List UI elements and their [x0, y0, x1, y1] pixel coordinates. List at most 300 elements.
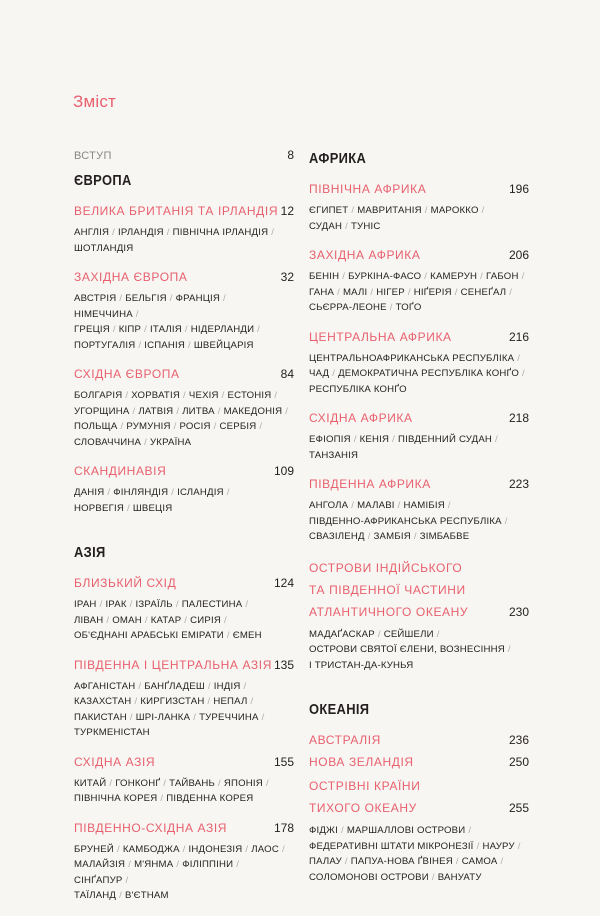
country-line [74, 501, 294, 517]
slash-separator: / [193, 711, 197, 723]
toc-entry-header [74, 268, 294, 287]
country-line [74, 857, 294, 888]
toc-entry[interactable] [309, 246, 529, 316]
country-line [309, 432, 529, 463]
slash-separator: / [504, 515, 508, 527]
slash-separator: / [480, 271, 484, 282]
country-name: ШВЕЙЦАРІЯ [193, 339, 254, 351]
slash-separator: / [109, 777, 113, 789]
slash-separator: / [468, 825, 472, 836]
country-name: РУМУНІЯ [126, 421, 171, 432]
slash-separator: / [188, 339, 191, 351]
page-number: 124 [273, 576, 294, 590]
toc-entry[interactable] [309, 731, 529, 750]
subregion-title-line: АТЛАНТИЧНОГО ОКЕАНУ [309, 604, 469, 619]
subregion-title: ЗАХІДНА ЄВРОПА [74, 270, 188, 284]
country-line [74, 613, 294, 629]
slash-separator: / [342, 271, 346, 282]
country-name: ТУРКМЕНІСТАН [74, 727, 150, 738]
country-name: ОБ'ЄДНАНІ АРАБСЬКІ ЕМІРАТИ [74, 630, 224, 641]
slash-separator: / [351, 205, 355, 216]
country-name: ЛИТВА [182, 405, 215, 417]
slash-separator: / [500, 856, 504, 867]
country-list [309, 351, 529, 398]
subregion-title: СХІДНА АЗІЯ [74, 754, 156, 769]
slash-separator: / [413, 531, 417, 542]
country-line [309, 382, 529, 398]
subregion-title: ЗАХІДНА АФРИКА [309, 248, 421, 262]
country-list [74, 679, 294, 741]
country-name: ЕФІОПІЯ [309, 434, 351, 445]
country-name: ФІДЖІ [309, 825, 338, 836]
slash-separator: / [507, 644, 511, 655]
country-name: НІГЕР [376, 286, 405, 298]
country-line [309, 351, 529, 367]
country-name: ШВЕЦІЯ [132, 502, 173, 514]
page-number: 12 [280, 204, 294, 218]
country-name: ІТАЛІЯ [150, 324, 182, 335]
subregion-title-line: ТА ПІВДЕННОЇ ЧАСТИНИ [309, 582, 466, 597]
slash-separator: / [389, 302, 393, 313]
country-name: ПІВДЕННА КОРЕЯ [166, 793, 254, 804]
country-name: СЕНЕҐАЛ [460, 286, 507, 298]
country-name: СИРІЯ [190, 614, 221, 626]
slash-separator: / [207, 696, 211, 707]
slash-separator: / [129, 711, 133, 723]
toc-entry[interactable] [74, 574, 294, 644]
country-name: ІНДІЯ [213, 680, 241, 692]
toc-entry-header [309, 328, 529, 347]
country-name: ТУНІС [350, 220, 381, 232]
country-name: НАМІБІЯ [403, 500, 445, 511]
country-name: ДЕМОКРАТИЧНА РЕСПУБЛІКА КОНҐО [338, 368, 520, 379]
subregion-title: ПІВДЕННА АФРИКА [309, 477, 431, 491]
country-line [74, 725, 294, 741]
country-name: МАКЕДОНІЯ [223, 405, 283, 417]
country-name: БРУНЕЙ [74, 843, 115, 855]
slash-separator: / [176, 859, 180, 870]
slash-separator: / [337, 286, 340, 298]
country-name: СЬЄРРА-ЛЕОНЕ [309, 302, 387, 313]
country-name: ЧЕХІЯ [188, 390, 219, 401]
slash-separator: / [128, 859, 132, 870]
country-line [74, 241, 294, 257]
country-name: ВАНУАТУ [437, 871, 482, 883]
country-line [74, 388, 294, 404]
country-line [309, 854, 529, 870]
slash-separator: / [431, 871, 435, 883]
country-name: ДАНІЯ [74, 487, 105, 498]
toc-entry[interactable] [74, 462, 294, 516]
country-line [309, 219, 529, 235]
country-line [74, 485, 294, 501]
country-name: ПАЛАУ [309, 856, 342, 867]
slash-separator: / [265, 777, 269, 789]
toc-entry[interactable] [74, 656, 294, 741]
country-line [74, 628, 294, 644]
slash-separator: / [236, 859, 240, 870]
country-line [309, 203, 529, 219]
subregion-title: АВСТРАЛІЯ [309, 733, 381, 747]
slash-separator: / [173, 421, 177, 432]
toc-entry-header [74, 574, 294, 593]
slash-separator: / [340, 825, 344, 836]
subregion-title-line: ОСТРІВНІ КРАЇНИ [309, 779, 421, 793]
slash-separator: / [345, 220, 348, 232]
region-spacer [74, 528, 294, 544]
country-name: ТОҐО [395, 302, 422, 313]
country-line [309, 300, 529, 316]
country-name: ТАНЗАНІЯ [309, 449, 359, 461]
country-name: НІДЕРЛАНДИ [190, 324, 255, 335]
toc-entry[interactable] [309, 409, 529, 463]
country-line [309, 514, 529, 530]
country-name: ОМАН [112, 614, 142, 626]
country-name: ГАБОН [486, 271, 519, 282]
page-title: Зміст [73, 92, 117, 111]
country-name: ГРЕЦІЯ [74, 324, 110, 335]
toc-entry[interactable] [74, 268, 294, 353]
country-name: ЗІМБАБВЕ [419, 531, 470, 542]
subregion-title: БЛИЗЬКИЙ СХІД [74, 576, 177, 590]
country-name: ЯПОНІЯ [223, 777, 263, 789]
country-name: ЄМЕН [232, 630, 262, 641]
region-heading: ОКЕАНІЯ [309, 701, 370, 718]
slash-separator: / [517, 352, 521, 364]
country-name: ОСТРОВИ СВЯТОЇ ЄЛЕНИ, ВОЗНЕСІННЯ [309, 644, 505, 655]
slash-separator: / [226, 630, 230, 641]
toc-entry[interactable] [309, 753, 529, 772]
subregion-title: ЦЕНТРАЛЬНА АФРИКА [309, 329, 452, 344]
slash-separator: / [476, 840, 480, 852]
country-name: ФЕДЕРАТИВНІ ШТАТИ МІКРОНЕЗІЇ [309, 840, 474, 852]
country-line [74, 842, 294, 858]
slash-separator: / [218, 777, 221, 789]
country-name: УГОРЩИНА [74, 405, 130, 417]
country-name: МАДАҐАСКАР [309, 628, 375, 640]
slash-separator: / [407, 286, 411, 298]
toc-entry-header [74, 365, 294, 384]
page-number: 196 [508, 182, 529, 196]
toc-entry-header [74, 753, 294, 772]
page-number: 155 [273, 754, 294, 769]
slash-separator: / [245, 599, 249, 610]
country-name: ПІВНІЧНА КОРЕЯ [74, 793, 158, 804]
country-name: ТУРЕЧЧИНА [199, 711, 259, 723]
toc-entry[interactable] [74, 753, 294, 807]
country-name: КАМБОДЖА [122, 843, 180, 855]
slash-separator: / [126, 502, 130, 514]
country-name: РОСІЯ [179, 421, 211, 432]
slash-separator: / [175, 599, 179, 610]
slash-separator: / [261, 711, 265, 723]
slash-separator: / [522, 368, 525, 379]
country-line [74, 322, 294, 338]
country-line [309, 870, 529, 886]
slash-separator: / [135, 308, 139, 320]
country-name: СЕРБІЯ [219, 421, 257, 432]
slash-separator: / [245, 843, 249, 855]
toc-entry-header [309, 731, 529, 750]
country-name: БУРКІНА-ФАСО [348, 271, 422, 282]
country-list [309, 498, 529, 545]
subregion-title: ПІВДЕННА І ЦЕНТРАЛЬНА АЗІЯ [74, 657, 272, 672]
country-list [309, 203, 529, 234]
country-name: КІПР [118, 324, 142, 335]
toc-entry[interactable] [309, 775, 529, 885]
country-name: ІРЛАНДІЯ [117, 227, 164, 238]
slash-separator: / [144, 324, 147, 335]
slash-separator: / [134, 696, 138, 707]
toc-entry[interactable] [309, 475, 529, 545]
country-line [74, 291, 294, 322]
country-name: ТАЇЛАНД [74, 890, 117, 901]
slash-separator: / [120, 421, 124, 432]
slash-separator: / [119, 890, 123, 901]
page-number: 223 [508, 477, 529, 491]
country-line [74, 419, 294, 435]
slash-separator: / [344, 856, 348, 867]
slash-separator: / [285, 405, 289, 417]
country-name: ГОНКОНҐ [115, 777, 161, 789]
page-number: 109 [273, 464, 294, 478]
country-name: ІРАН [74, 599, 97, 610]
slash-separator: / [138, 339, 142, 351]
country-name: КАМЕРУН [430, 271, 478, 282]
country-name: АФГАНІСТАН [74, 680, 136, 692]
country-name: ПАКИСТАН [74, 711, 127, 723]
country-name: ЛАОС [251, 843, 279, 855]
country-name: ЗАМБІЯ [373, 531, 411, 542]
country-name: ХОРВАТІЯ [131, 390, 180, 401]
country-line [74, 338, 294, 354]
country-name: СОЛОМОНОВІ ОСТРОВИ [309, 871, 429, 883]
country-name: ЕСТОНІЯ [227, 390, 272, 401]
country-name: ПОЛЬЩА [74, 421, 118, 432]
toc-entry[interactable] [309, 557, 529, 674]
slash-separator: / [481, 205, 485, 216]
country-name: СІНҐАПУР [74, 874, 123, 886]
country-name: СЕЙШЕЛИ [383, 628, 434, 640]
country-name: ПІВДЕННО-АФРИКАНСЬКА РЕСПУБЛІКА [309, 515, 502, 527]
slash-separator: / [455, 856, 459, 867]
country-list [309, 823, 529, 885]
toc-entry-header [74, 462, 294, 481]
toc-entry-intro[interactable] [74, 148, 294, 162]
slash-separator: / [171, 487, 175, 498]
subregion-title: ПІВНІЧНА АФРИКА [309, 182, 427, 196]
country-name: БЕЛЬГІЯ [125, 293, 167, 304]
country-line [74, 435, 294, 451]
slash-separator: / [424, 271, 428, 282]
country-line [74, 710, 294, 726]
country-name: ТАЙВАНЬ [169, 777, 216, 789]
slash-separator: / [184, 614, 188, 626]
slash-separator: / [125, 874, 129, 886]
country-name: КАТАР [150, 614, 182, 626]
country-name: НІМЕЧЧИНА [74, 308, 133, 320]
country-name: ЛАТВІЯ [138, 405, 174, 417]
country-line [74, 679, 294, 695]
country-name: ІЗРАЇЛЬ [135, 599, 173, 610]
country-name: ЄГИПЕТ [309, 205, 349, 216]
slash-separator: / [367, 531, 371, 542]
country-name: КИТАЙ [74, 777, 107, 789]
page-number: 32 [280, 270, 294, 284]
slash-separator: / [138, 680, 142, 692]
toc-entry[interactable] [309, 328, 529, 398]
subregion-title-line: ТИХОГО ОКЕАНУ [309, 801, 417, 815]
slash-separator: / [182, 843, 186, 855]
country-line [309, 627, 529, 643]
slash-separator: / [250, 696, 254, 707]
slash-separator: / [517, 840, 521, 852]
country-name: ФІЛІППІНИ [182, 859, 234, 870]
page-number: 218 [508, 411, 529, 425]
toc-entry-header [74, 656, 294, 675]
country-name: І ТРИСТАН-ДА-КУНЬЯ [309, 659, 414, 671]
page-number: 255 [508, 801, 529, 815]
slash-separator: / [112, 227, 115, 238]
slash-separator: / [257, 324, 261, 335]
page-number: 135 [273, 657, 294, 672]
country-name: БОЛГАРІЯ [74, 390, 123, 401]
country-name: ШРІ-ЛАНКА [135, 711, 191, 723]
toc-entry[interactable] [74, 819, 294, 904]
slash-separator: / [106, 614, 110, 626]
toc-left-column [74, 172, 294, 916]
slash-separator: / [495, 434, 498, 445]
country-name: БАНҐЛАДЕШ [144, 680, 205, 692]
page-number: 236 [508, 733, 529, 747]
country-list [309, 627, 529, 674]
slash-separator: / [392, 434, 395, 445]
slash-separator: / [132, 405, 136, 417]
country-line [74, 404, 294, 420]
region-heading: АЗІЯ [74, 544, 106, 561]
country-name: АНГЛІЯ [74, 227, 110, 238]
country-name: ЧАД [309, 368, 330, 379]
country-line [74, 776, 294, 792]
country-name: ІНДОНЕЗІЯ [188, 843, 243, 855]
country-name: АНГОЛА [309, 500, 349, 511]
country-name: МАЛАЙЗІЯ [74, 859, 126, 870]
slash-separator: / [377, 628, 381, 640]
slash-separator: / [332, 368, 336, 379]
slash-separator: / [397, 500, 401, 511]
country-list [74, 291, 294, 353]
page-number: 230 [508, 604, 529, 619]
toc-entry-title-block [309, 557, 529, 623]
country-name: МАВРИТАНІЯ [357, 205, 422, 216]
slash-separator: / [447, 500, 451, 511]
slash-separator: / [274, 390, 278, 401]
country-name: СВАЗІЛЕНД [309, 531, 365, 542]
country-line [74, 694, 294, 710]
country-line [74, 888, 294, 904]
country-line [309, 839, 529, 855]
slash-separator: / [213, 421, 217, 432]
page-number: 178 [273, 820, 294, 835]
slash-separator: / [144, 436, 147, 448]
toc-entry-header [309, 753, 529, 772]
slash-separator: / [217, 405, 221, 417]
page-number: 250 [508, 755, 529, 769]
country-line [309, 366, 529, 382]
country-name: НЕПАЛ [213, 696, 248, 707]
country-name: КИРГИЗСТАН [140, 696, 205, 707]
country-name: МАРШАЛЛОВІ ОСТРОВИ [346, 825, 466, 836]
country-name: ПАЛЕСТИНА [181, 599, 243, 610]
country-line [74, 597, 294, 613]
page-number: 84 [280, 367, 294, 381]
country-line [309, 658, 529, 674]
region-spacer [309, 685, 529, 701]
subregion-title: СХІДНА АФРИКА [309, 411, 413, 425]
country-name: ІСПАНІЯ [144, 339, 186, 351]
country-line [309, 269, 529, 285]
slash-separator: / [144, 614, 148, 626]
subregion-title: ПІВДЕННО-СХІДНА АЗІЯ [74, 820, 228, 835]
page-number: 206 [508, 248, 529, 262]
slash-separator: / [436, 628, 440, 640]
country-name: РЕСПУБЛІКА КОНҐО [309, 383, 407, 395]
country-list [74, 776, 294, 807]
country-list [74, 485, 294, 516]
slash-separator: / [224, 614, 227, 626]
country-name: БЕНІН [309, 271, 340, 282]
country-name: ФРАНЦІЯ [175, 293, 221, 304]
toc-entry[interactable] [309, 180, 529, 234]
country-name: НІҐЕРІЯ [413, 286, 452, 298]
toc-entry-header [309, 601, 529, 623]
toc-entry-header [74, 819, 294, 838]
slash-separator: / [351, 500, 355, 511]
country-list [309, 432, 529, 463]
country-name: СУДАН [309, 220, 343, 232]
slash-separator: / [259, 421, 263, 432]
slash-separator: / [353, 434, 357, 445]
country-name: ПОРТУГАЛІЯ [74, 339, 136, 351]
toc-entry-title-block [309, 775, 529, 819]
toc-right-column [309, 150, 529, 897]
country-name: ІСЛАНДІЯ [177, 487, 224, 498]
country-name: ГАНА [309, 286, 335, 298]
slash-separator: / [169, 293, 173, 304]
subregion-title-line: ОСТРОВИ ІНДІЙСЬКОГО [309, 560, 463, 575]
slash-separator: / [183, 390, 186, 401]
country-name: МАЛАВІ [357, 500, 395, 511]
region-heading: АФРИКА [309, 150, 367, 167]
country-line [309, 498, 529, 514]
country-name: ПІВНІЧНА ІРЛАНДІЯ [172, 227, 269, 238]
country-name: МАРОККО [430, 205, 479, 216]
country-name: МАЛІ [342, 286, 368, 298]
country-list [309, 269, 529, 316]
slash-separator: / [454, 286, 458, 298]
country-name: САМОА [461, 856, 498, 867]
toc-entry[interactable] [74, 365, 294, 450]
slash-separator: / [176, 405, 180, 417]
country-line [74, 791, 294, 807]
intro-label: ВСТУП [74, 150, 112, 162]
country-line [309, 529, 529, 545]
toc-entry[interactable] [74, 202, 294, 256]
country-name: СЛОВАЧЧИНА [74, 436, 142, 448]
country-name: КАЗАХСТАН [74, 696, 132, 707]
toc-entry-header [74, 202, 294, 221]
page-number: 216 [508, 329, 529, 344]
